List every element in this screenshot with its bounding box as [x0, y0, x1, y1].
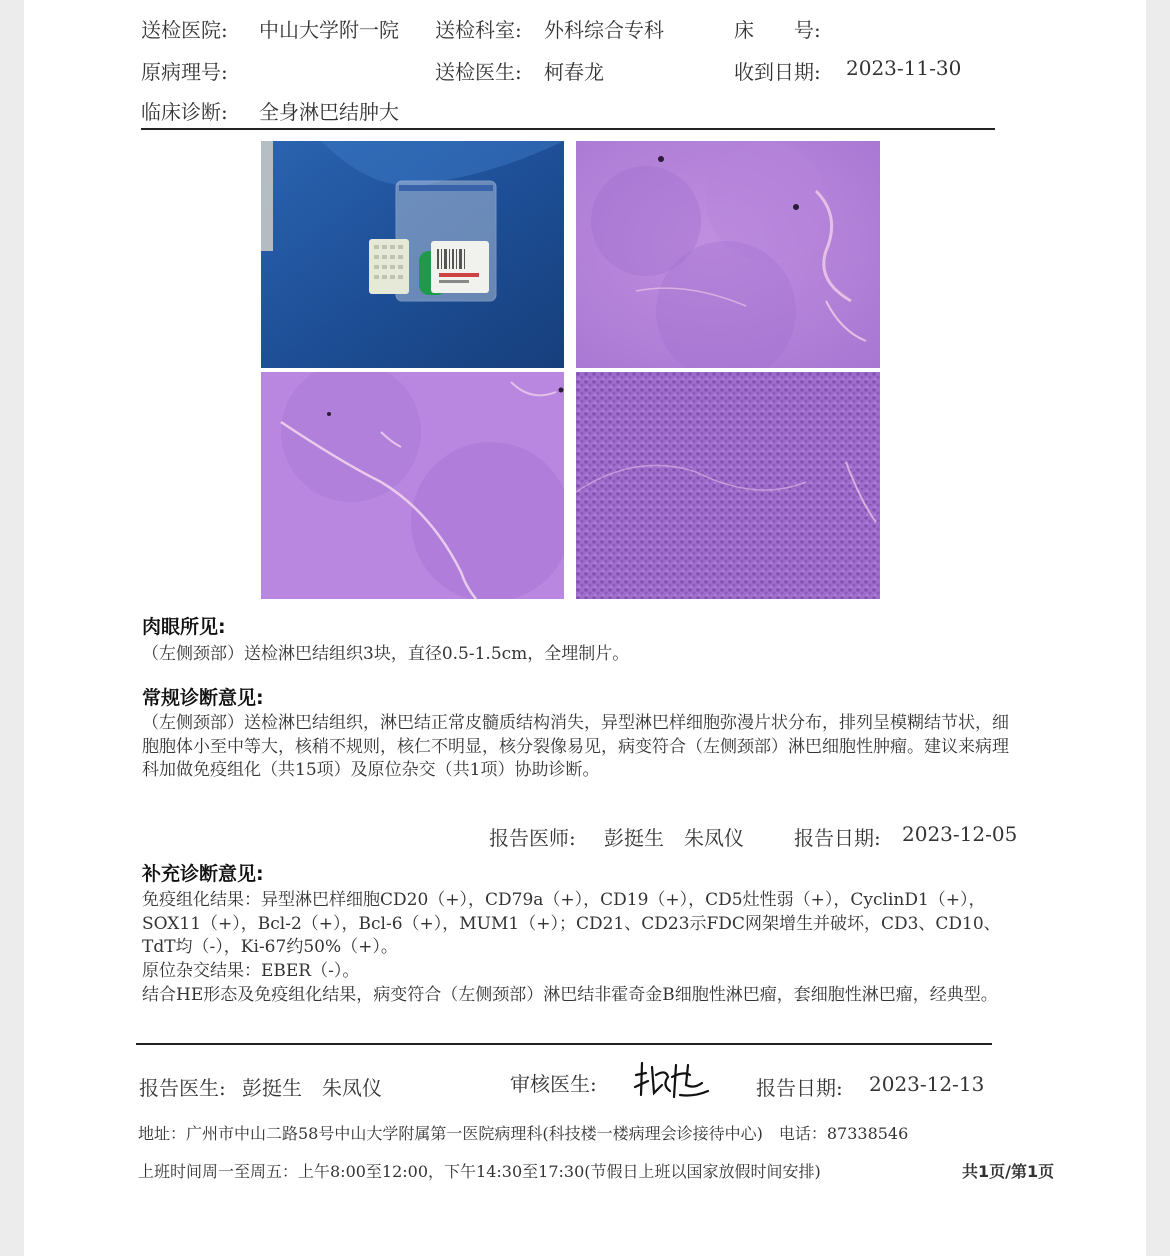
gross-text: （左侧颈部）送检淋巴结组织3块，直径0.5-1.5cm，全埋制片。 [142, 644, 630, 664]
gross-title: 肉眼所见: [142, 616, 226, 638]
final-date-value: 2023-12-13 [869, 1072, 985, 1096]
footer-hours: 上班时间周一至周五：上午8:00至12:00，下午14:30至17:30(节假日上班以国家放假时间安排) [138, 1162, 821, 1181]
hospital-value: 中山大学附一院 [259, 18, 399, 42]
reviewer-signature [632, 1055, 712, 1105]
doctor-value: 柯春龙 [544, 60, 604, 84]
signature-divider [136, 1043, 992, 1045]
routine-text: （左侧颈部）送检淋巴结组织，淋巴结正常皮髓质结构消失，异型淋巴样细胞弥漫片状分布，排列呈模糊结节状，细胞胞体小至中等大，核稍不规则，核仁不明显，核分裂像易见，病变符合（左侧颈部）淋巴细胞性肿瘤。建议来病理科加做免疫组化（共15项）及原位杂交（共1项）协助诊断。 [142, 713, 1009, 780]
routine-date-label: 报告日期: [794, 826, 881, 850]
hospital-label: 送检医院: [141, 18, 228, 42]
bed-label: 床 号: [734, 18, 821, 42]
reviewer-label: 审核医生: [510, 1072, 597, 1096]
supplement-ihc-text: 免疫组化结果：异型淋巴样细胞CD20（+），CD79a（+），CD19（+），CD5灶性弱（+），CyclinD1（+），SOX11（+），Bcl-2（+），Bcl-6（+），MUM1（+）；CD21、CD23示FDC网架增生并破坏，CD3、CD10、TdT均（-），Ki-67约50%（+）。 [142, 890, 1001, 957]
orig-no-label: 原病理号: [141, 60, 228, 84]
doctor-label: 送检医生: [435, 60, 522, 84]
received-label: 收到日期: [734, 60, 821, 84]
final-reporters: 彭挺生 朱凤仪 [242, 1076, 382, 1100]
diagnosis-label: 临床诊断: [141, 100, 228, 124]
dept-label: 送检科室: [435, 18, 522, 42]
supplement-title: 补充诊断意见: [142, 863, 264, 885]
routine-reporter-label: 报告医师: [489, 826, 576, 850]
header-divider [141, 128, 995, 130]
final-reporter-label: 报告医生: [139, 1076, 226, 1100]
specimen-photo [261, 141, 564, 368]
footer-address: 地址：广州市中山二路58号中山大学附属第一医院病理科(科技楼一楼病理会诊接待中心) 电话：87338546 [138, 1124, 909, 1143]
final-date-label: 报告日期: [756, 1076, 843, 1100]
supplement-conclusion-text: 结合HE形态及免疫组化结果，病变符合（左侧颈部）淋巴结非霍奇金B细胞性淋巴瘤，套细胞性淋巴瘤，经典型。 [142, 985, 998, 1005]
dept-value: 外科综合专科 [544, 18, 664, 42]
he-slide-high-power [576, 372, 880, 599]
routine-date-value: 2023-12-05 [902, 822, 1018, 846]
diagnosis-value: 全身淋巴结肿大 [259, 100, 399, 124]
he-slide-low-power-1 [576, 141, 880, 368]
routine-title: 常规诊断意见: [142, 687, 264, 709]
supplement-ish-text: 原位杂交结果：EBER（-）。 [142, 961, 360, 981]
received-value: 2023-11-30 [846, 56, 962, 80]
report-page [24, 0, 1146, 1256]
routine-reporters: 彭挺生 朱凤仪 [604, 826, 744, 850]
he-slide-low-power-2 [261, 372, 564, 599]
footer-page-info: 共1页/第1页 [962, 1162, 1055, 1181]
